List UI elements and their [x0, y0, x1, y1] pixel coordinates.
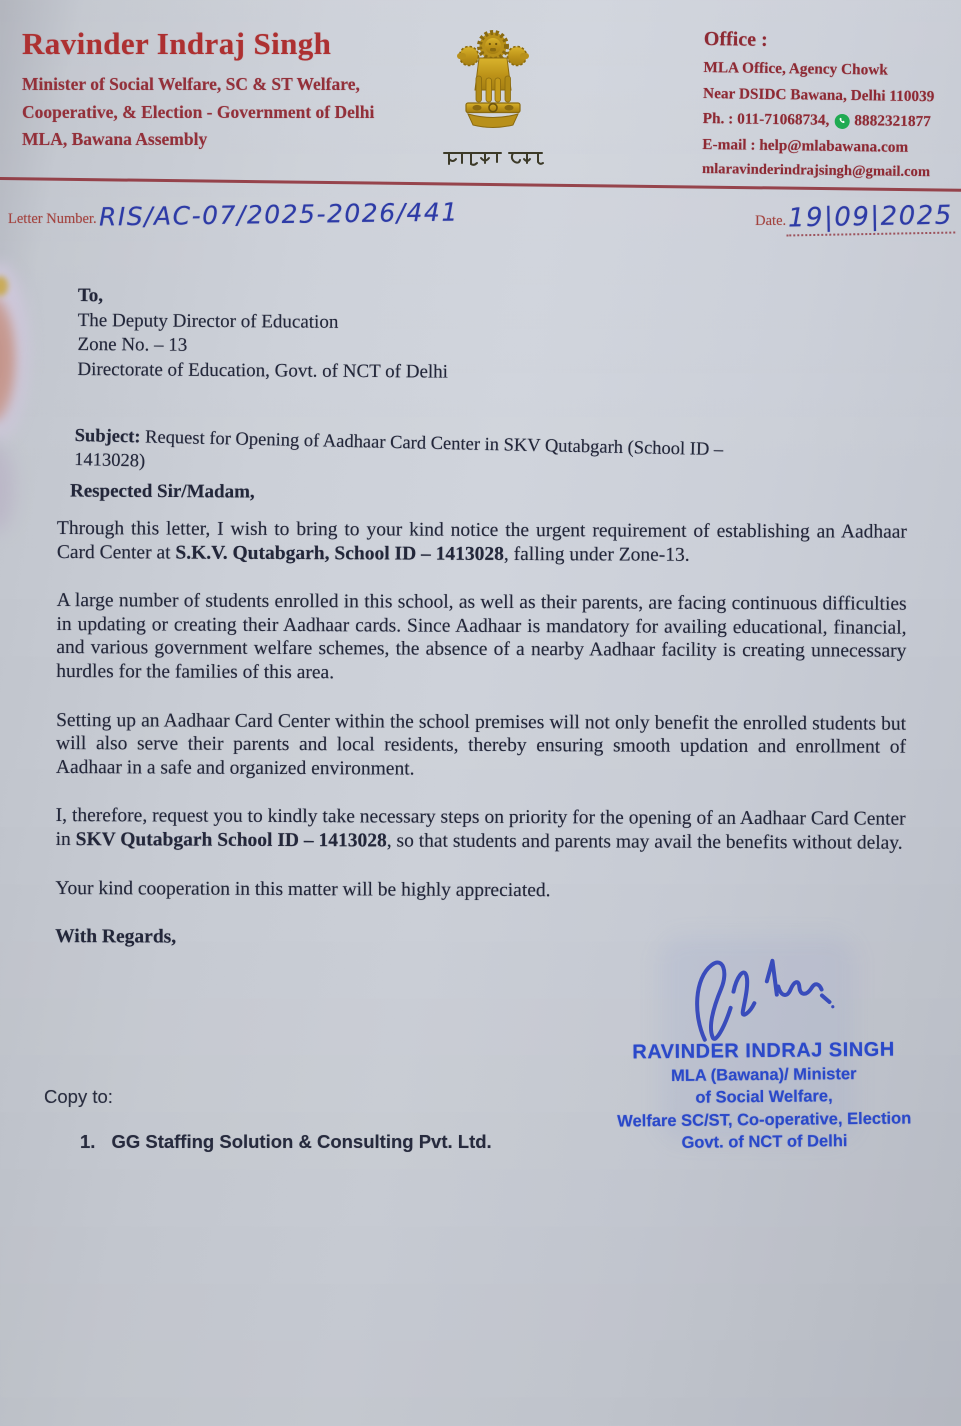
letterhead-left — [22, 26, 442, 154]
signatory-line-1: MLA (Bawana)/ Minister — [670, 1065, 857, 1085]
paragraph-1-school-id: S.K.V. Qutabgarh, School ID – 1413028 — [175, 542, 504, 565]
paragraph-1 — [57, 517, 907, 568]
paragraph-1-pre: Through this letter, I wish to bring to your kind notice the urgent requirement of establishing an Aadhaar Card Center at — [56, 518, 907, 564]
phone-number: Ph. : 011-71068734, — [702, 110, 830, 129]
copy-to-label: Copy to: — [44, 1086, 113, 1107]
sender-name: Ravinder Indraj Singh — [22, 26, 332, 61]
subject-line — [74, 424, 765, 487]
sender-title-line-1: Minister of Social Welfare, SC & ST Welfare, — [22, 74, 360, 94]
paragraph-4 — [56, 804, 906, 855]
signatory-line-3: Welfare SC/ST, Co-operative, Election — [617, 1109, 912, 1131]
paragraph-4-post: , so that students and parents may avail the benefits without delay. — [386, 830, 903, 854]
paragraph-5: Your kind cooperation in this matter will be highly appreciated. — [55, 877, 551, 901]
satyameva-jayate-caption — [441, 149, 545, 169]
letter-number-row — [8, 197, 459, 232]
letter-number-label: Letter Number. — [8, 211, 97, 227]
copy-to-item-1-number: 1. — [80, 1131, 96, 1152]
recipient-line-1: The Deputy Director of Education — [77, 309, 339, 333]
date-row — [755, 202, 955, 235]
office-label: Office : — [703, 28, 768, 51]
letterhead-office-block — [702, 28, 958, 182]
sender-title-line-3: MLA, Bawana Assembly — [22, 129, 208, 150]
date-label: Date. — [755, 213, 787, 229]
paragraph-4-pre: I, therefore, request you to kindly take necessary steps on priority for the opening of an Aadhaar Card Center in — [55, 805, 906, 851]
finger-lower-smudge — [0, 446, 14, 532]
whatsapp-number: 8882321877 — [854, 112, 931, 131]
office-address-line-1: MLA Office, Agency Chowk — [703, 58, 888, 79]
sender-title-line-2: Cooperative, & Election - Government of Delhi — [22, 101, 375, 122]
signatory-name: RAVINDER INDRAJ SINGH — [632, 1038, 895, 1064]
paragraph-4-school-id: SKV Qutabgarh School ID – 1413028 — [75, 829, 387, 852]
recipient-line-2: Zone No. – 13 — [77, 334, 188, 357]
letter-body — [55, 517, 907, 952]
office-address-line-2: Near DSIDC Bawana, Delhi 110039 — [702, 85, 935, 106]
signatory-line-2: of Social Welfare, — [695, 1087, 833, 1107]
recipient-salutation: To, — [77, 284, 104, 307]
office-phone-line — [703, 110, 957, 132]
paragraph-3: Setting up an Aadhaar Card Center within the school premises will not only benefit the enrolled students but will also serve their parents and local residents, thereby ensuring smooth updation and enrollment of Aadhaar in a safe and organized environment. — [55, 709, 907, 780]
greeting: Respected Sir/Madam, — [69, 480, 255, 503]
office-email-line-1: E-mail : help@mlabawana.com — [702, 136, 909, 157]
copy-to-item-1-text: GG Staffing Solution & Consulting Pvt. Ltd. — [111, 1131, 492, 1152]
signatory-line-4: Govt. of NCT of Delhi — [681, 1131, 848, 1152]
closing: With Regards, — [55, 926, 177, 948]
copy-to-item-1 — [80, 1131, 492, 1153]
date-handwritten: 19|09|2025 — [786, 201, 955, 237]
signature-icon — [672, 948, 842, 1048]
ashoka-lion-capital-icon — [437, 24, 549, 142]
subject-label: Subject: — [74, 425, 141, 448]
whatsapp-icon — [834, 114, 849, 129]
emblem-of-india — [430, 24, 556, 176]
subject-text: Request for Opening of Aadhaar Card Center in SKV Qutabgarh (School ID – 1413028) — [73, 427, 724, 472]
signatory-stamp-block — [607, 1038, 920, 1153]
paragraph-1-post: , falling under Zone-13. — [503, 543, 690, 566]
paragraph-2: A large number of students enrolled in this school, as well as their parents, are facing continuous difficulties in updating or creating their Aadhaar cards. Since Aadhaar is mandatory for availing educational, financial, and various government welfare schemes, the absence of a nearby Aadhaar facility is creating unnecessary hurdles for the families of this area. — [56, 590, 907, 684]
letter-number-handwritten: RIS/AC-07/2025-2026/441 — [98, 197, 459, 232]
recipient-block — [77, 284, 448, 385]
office-email-line-2: mlaravinderindrajsingh@gmail.com — [701, 161, 931, 181]
recipient-line-3: Directorate of Education, Govt. of NCT of Delhi — [77, 359, 449, 383]
